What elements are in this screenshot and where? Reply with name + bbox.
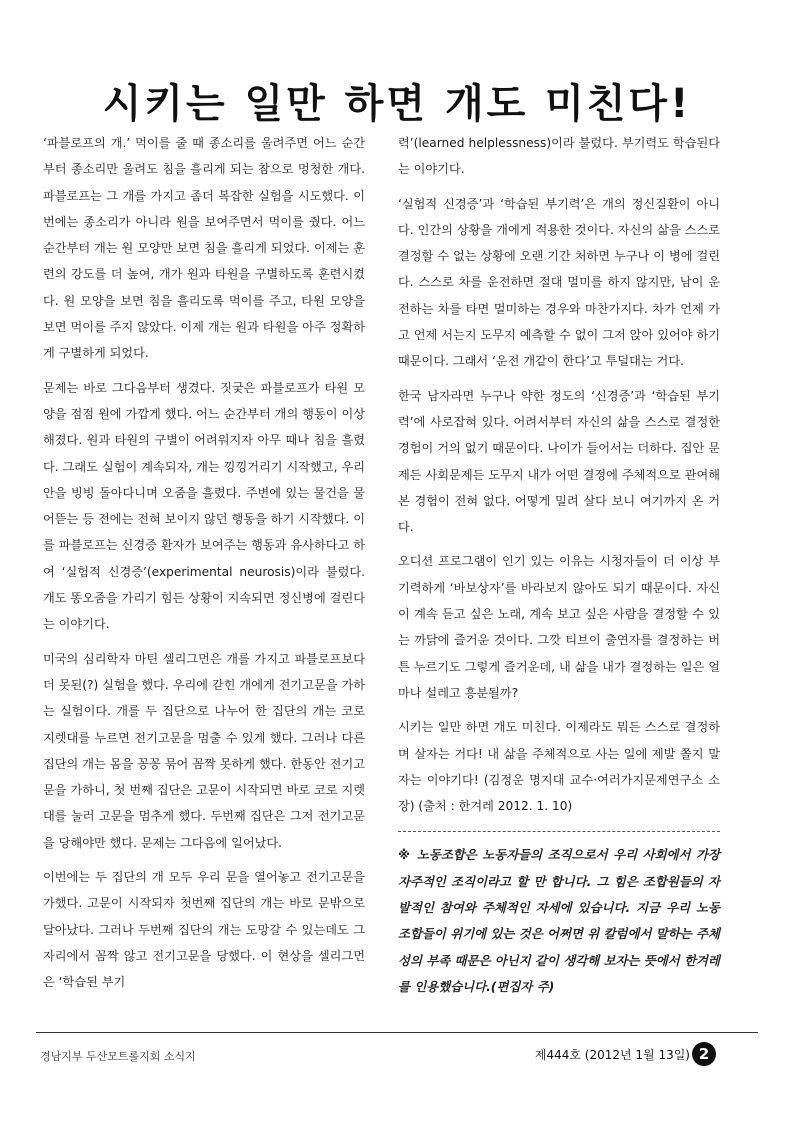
page-number-badge: 2 [692, 1042, 716, 1066]
editor-note [398, 842, 720, 1000]
footer-issue: 제444호 (2012년 1월 13일) [534, 1048, 690, 1062]
paragraph: 한국 남자라면 누구나 약한 정도의 ‘신경증’과 ‘학습된 부기력’에 사로잡혀 있다. 어려서부터 자신의 삶을 스스로 결정한 경험이 거의 없기 때문이다. 나이가 들어서는 더하다. 집안 문제든 사회문제든 도무지 내가 어떤 결정에 주체적으로 관여해본 경험이 전혀 없다. 어떻게 밀려 살다 보니 여기까지 온 거다. [398, 388, 720, 535]
reference-mark-icon: ※ [398, 847, 412, 863]
footer-publisher: 경남지부 두산모트롤지회 소식지 [40, 1050, 196, 1063]
paragraph: 미국의 심리학자 마틴 셀리그먼은 개를 가지고 파블로프보다 더 못된(?) 실험을 했다. 우리에 갇힌 개에게 전기고문을 가하는 실험이다. 개를 두 집단으로 나누어 한 집단의 개는 코로 지렛대를 누르면 전기고문을 멈출 수 있게 했다. 그러나 다른 집단의 개는 몸을 꽁꽁 묶어 꼼짝 못하게 했다. 한동안 전기고문을 가하니, 첫 번째 집단은 고문이 시작되면 바로 코로 지렛대를 눌러 고문을 멈추게 했다. 두번째 집단은 그저 전기고문을 당해야만 했다. 문제는 그다음에 일어났다. [43, 651, 365, 850]
paragraph: ‘파블로프의 개.’ 먹이를 줄 때 종소리를 울려주면 어느 순간부터 종소리만 울려도 침을 흘리게 되는 참으로 멍청한 개다. 파블로프는 그 개를 가지고 좀더 복잡한 실험을 시도했다. 이번에는 종소리가 아니라 원을 보여주면서 먹이를 줬다. 어느 순간부터 개는 원 모양만 보면 침을 흘리게 되었다. 이제는 훈련의 강도를 더 높여, 개가 원과 타원을 구별하도록 훈련시켰다. 원 모양을 보면 침을 흘리도록 먹이를 주고, 타원 모양을 보면 먹이를 주지 않았다. 이제 개는 원과 타원을 아주 정확하게 구별하게 되었다. [43, 136, 365, 361]
paragraph: ‘실험적 신경증’과 ‘학습된 부기력’은 개의 정신질환이 아니다. 인간의 상황을 개에게 적용한 것이다. 자신의 삶을 스스로 결정할 수 없는 상황에 오랜 기간 처하면 누구나 이 병에 걸린다. 스스로 차를 운전하면 절대 멀미를 하지 않지만, 남이 운전하는 차를 타면 멀미하는 경우와 마찬가지다. 차가 언제 가고 언제 서는지 도무지 예측할 수 없이 그저 앉아 있어야 하기 때문이다. 그래서 ‘운전 개같이 한다’고 투덜대는 거다. [398, 196, 720, 369]
paragraph: 이번에는 두 집단의 개 모두 우리 문을 열어놓고 전기고문을 가했다. 고문이 시작되자 첫번째 집단의 개는 바로 문밖으로 달아났다. 그러나 두번째 집단의 개는 도망갈 수 있는데도 그 자리에서 꼼짝 않고 전기고문을 당했다. 이 현상을 셀리그먼은 ‘학습된 부기 [43, 870, 365, 990]
paragraph: 오디션 프로그램이 인기 있는 이유는 시청자들이 더 이상 부기력하게 ‘바보상자’를 바라보지 않아도 되기 때문이다. 자신이 계속 듣고 싶은 노래, 계속 보고 싶은 사람을 결정할 수 있는 까닭에 즐거운 것이다. 그깟 티브이 출연자를 결정하는 버튼 누르기도 그렇게 즐거운데, 내 삶을 내가 결정하는 일은 얼마나 설레고 흥분될까? [398, 554, 720, 700]
paragraph: 문제는 바로 그다음부터 생겼다. 짓궂은 파블로프가 타원 모양을 점점 원에 가깝게 했다. 어느 순간부터 개의 행동이 이상해졌다. 원과 타원의 구별이 어려워지자 아무 때나 침을 흘렸다. 그래도 실험이 계속되자, 개는 낑낑거리기 시작했고, 우리 안을 빙빙 돌아다니며 오줌을 흘렸다. 주변에 있는 물건을 물어뜯는 등 전에는 전혀 보이지 않던 행동을 하기 시작했다. 이를 파블로프는 신경증 환자가 보여주는 행동과 유사하다고 하여 ‘실험적 신경증’(experimental neurosis)이라 불렀다. 개도 똥오줌을 가리기 힘든 상황이 지속되면 정신병에 걸린다는 이야기다. [43, 380, 365, 632]
note-divider [398, 831, 720, 832]
article-title: 시키는 일만 하면 개도 미친다! [102, 81, 692, 127]
editor-note-text: 노동조합은 노동자들의 조직으로서 우리 사회에서 가장 자주적인 조직이라고 할 만 합니다. 그 힘은 조합원들의 자발적인 참여와 주체적인 자세에 있습니다. 지금 우리 노동조합들이 위기에 있는 것은 어쩌면 위 칼럼에서 말하는 주체성의 부족 때문은 아닌지 같이 생각해 보자는 뜻에서 한겨레를 인용했습니다.(편집자 주) [398, 847, 720, 994]
paragraph: 력’(learned helplessness)이라 불렀다. 부기력도 학습된다는 이야기다. [398, 136, 720, 177]
left-column [43, 130, 365, 1004]
right-column [398, 130, 720, 1000]
paragraph: 시키는 일만 하면 개도 미친다. 이제라도 뭐든 스스로 결정하며 살자는 거다! 내 삶을 주체적으로 사는 일에 제발 쫄지 말자는 이야기다! (김정운 명지대 교수·여러가지문제연구소 소장) (출처 : 한겨레 2012. 1. 10) [398, 720, 720, 814]
footer-divider [36, 1032, 758, 1033]
